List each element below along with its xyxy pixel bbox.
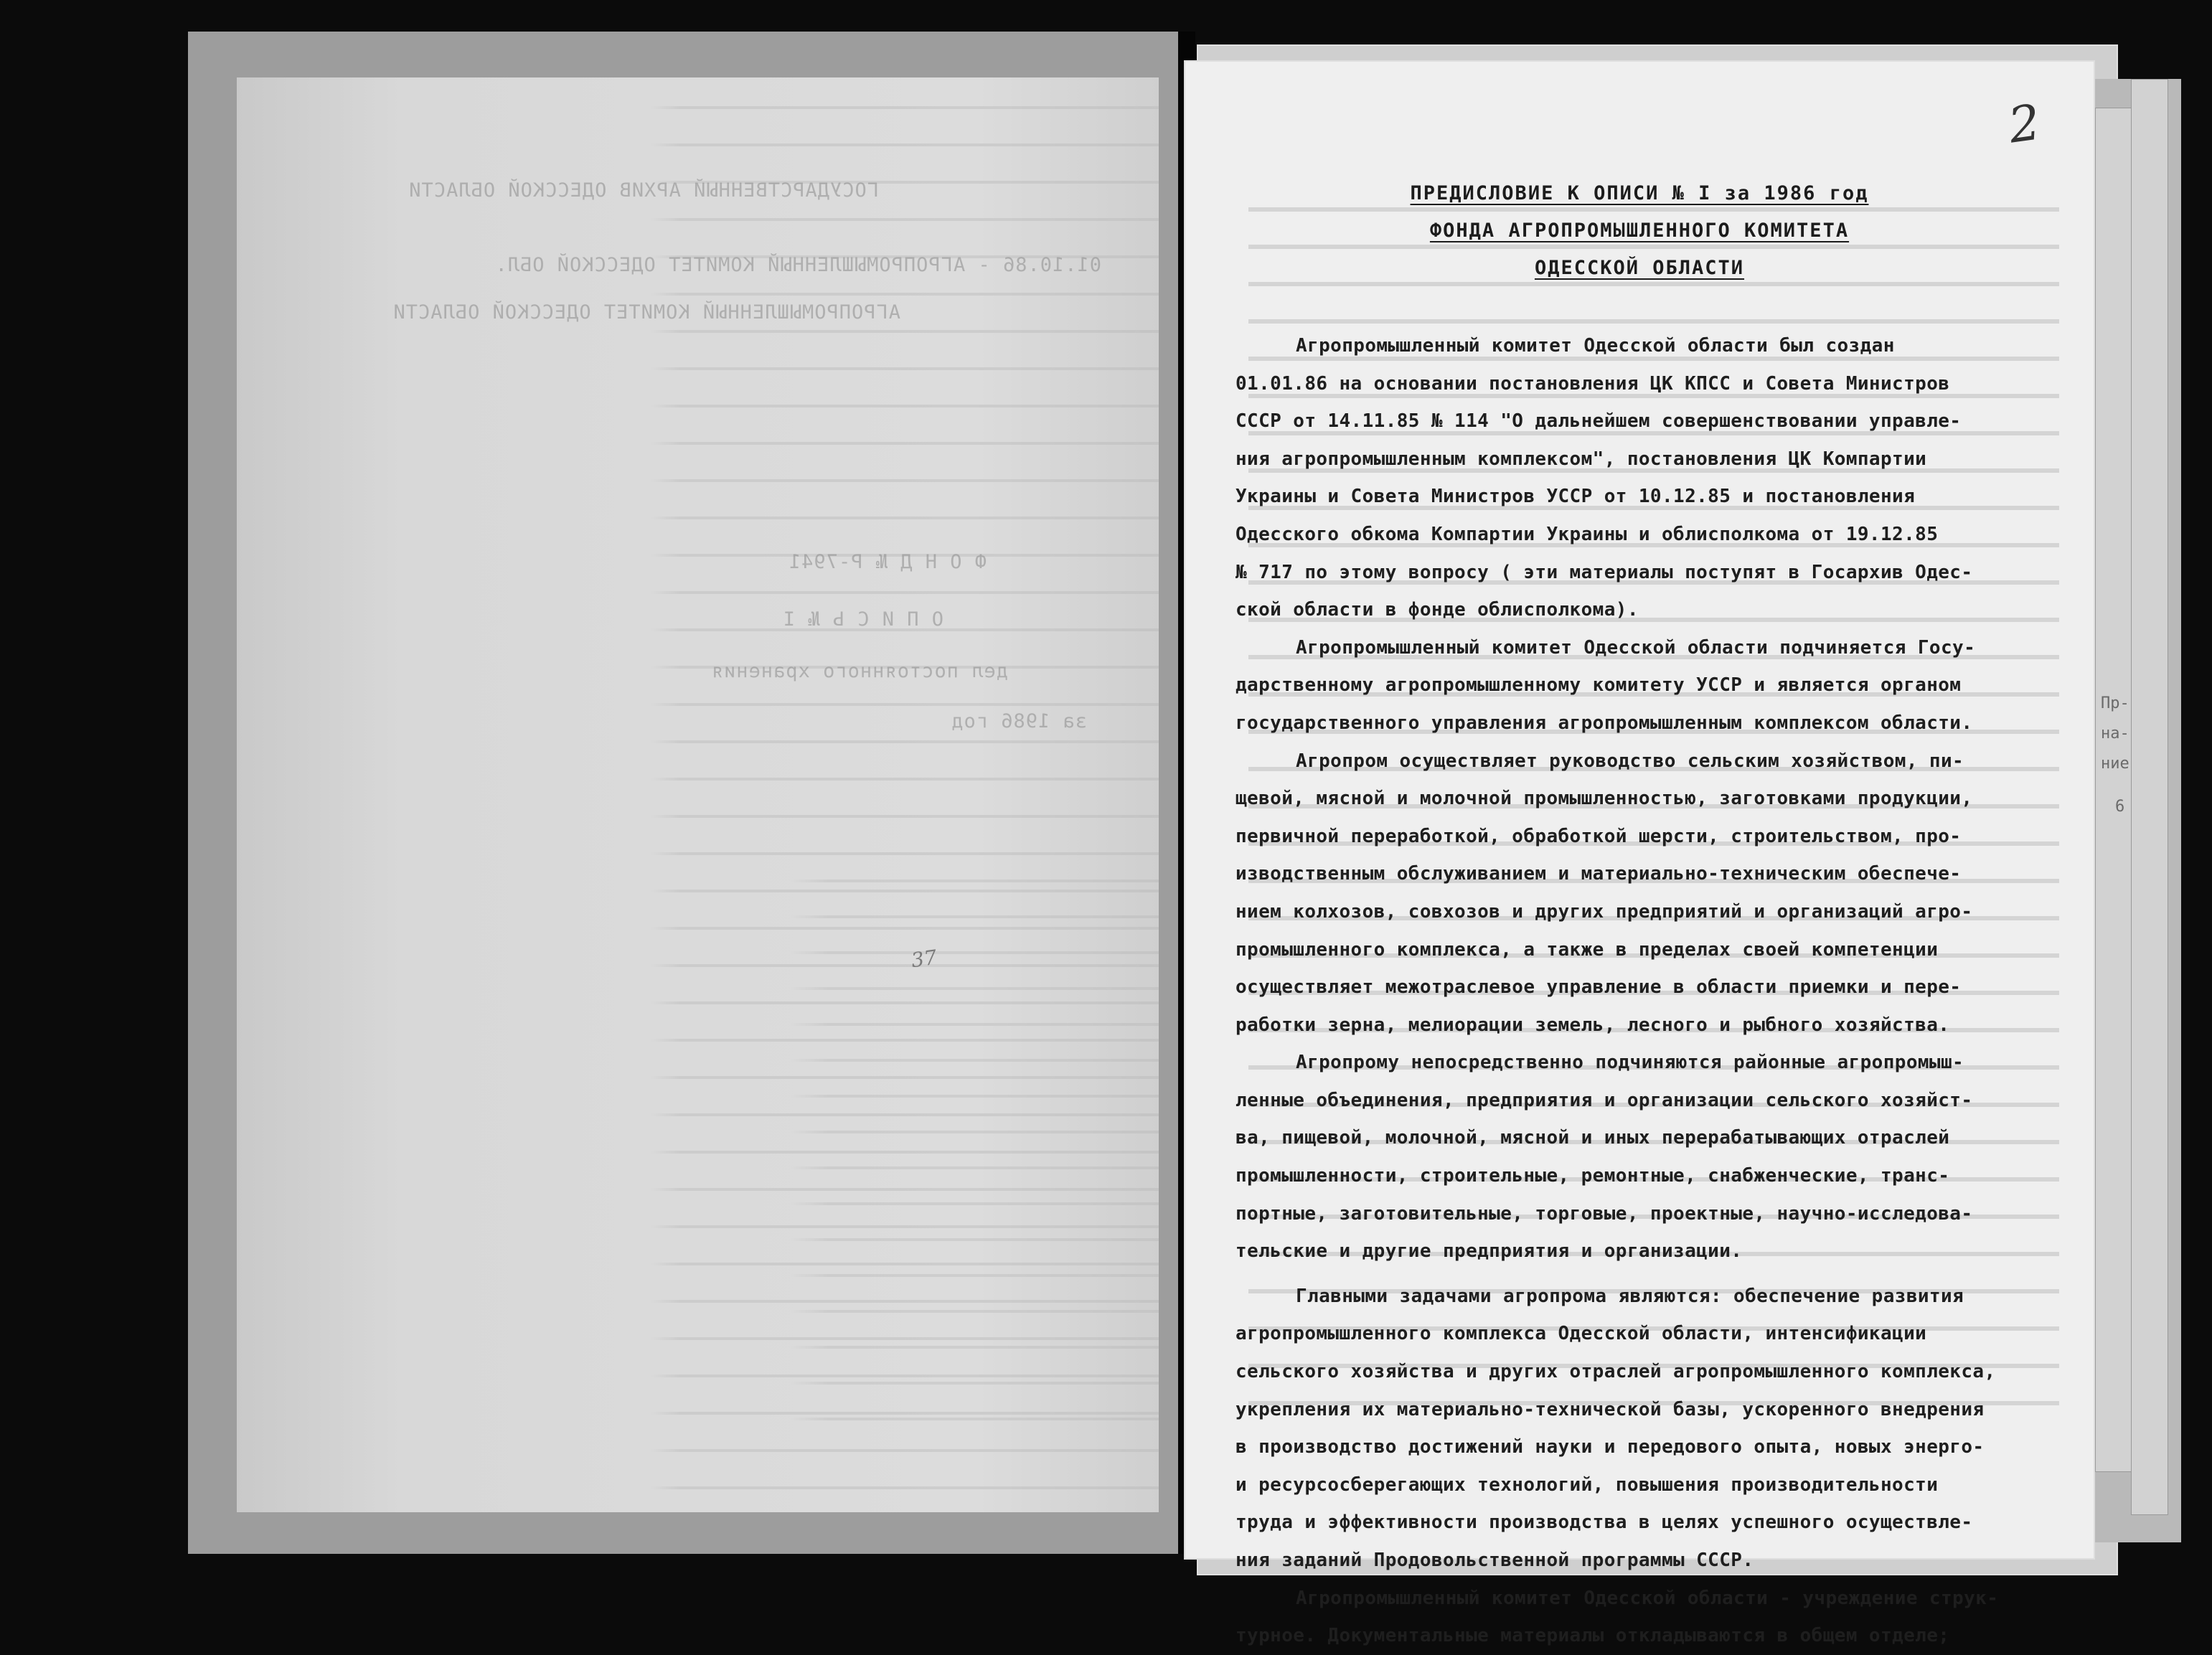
- edge-label: 6: [2115, 798, 2125, 816]
- page-stack-tabs: [2081, 79, 2181, 1542]
- text-line: дарственному агропромышленному комитету УССР и является органом: [1236, 674, 1962, 697]
- text-line: тельские и другие предприятия и организации.: [1236, 1240, 1743, 1263]
- bleed-line: ГОСУДАРСТВЕННЫЙ АРХИВ ОДЕССКОЙ ОБЛАСТИ: [408, 179, 879, 202]
- left-page: [237, 77, 1159, 1512]
- tab-strip: [2131, 79, 2168, 1515]
- heading-text: ФОНДА АГРОПРОМЫШЛЕННОГО КОМИТЕТА: [1429, 220, 1850, 242]
- text-line: Агропромышленный комитет Одесской области - учреждение струк-: [1296, 1587, 1999, 1609]
- text-line: агропромышленного комплекса Одесской области, интенсификации: [1236, 1323, 1927, 1345]
- right-page: [1184, 60, 2095, 1647]
- text-line: нием колхозов, совхозов и других предприятий и организаций агро-: [1236, 900, 1973, 923]
- text-line: государственного управления агропромышленным комплексом области.: [1236, 712, 1973, 734]
- text-line: Агропромышленный комитет Одесской области был создан: [1296, 335, 1895, 357]
- text-line: Агропром осуществляет руководство сельским хозяйством, пи-: [1296, 750, 1964, 772]
- text-line: портные, заготовительные, торговые, проектные, научно-исследова-: [1236, 1202, 1973, 1225]
- bleed-line: О П И С Ь № I: [782, 608, 943, 631]
- text-line: № 717 по этому вопросу ( эти материалы поступят в Госархив Одес-: [1236, 561, 1973, 583]
- text-line: Главными задачами агропрома являются: обеспечение развития: [1296, 1285, 1964, 1307]
- text-line: сельского хозяйства и других отраслей агропромышленного комплекса,: [1236, 1361, 1996, 1383]
- edge-label: Пр-: [2101, 694, 2129, 712]
- text-line: промышленного комплекса, а также в пределах своей компетенции: [1236, 938, 1939, 961]
- page-number: 2: [2005, 94, 2044, 155]
- text-line: осуществляет межотраслевое управление в области приемки и пере-: [1236, 976, 1962, 999]
- text-line: 01.01.86 на основании постановления ЦК КПСС и Совета Министров: [1236, 372, 1950, 395]
- text-line: ния агропромышленным комплексом", постановления ЦК Компартии: [1236, 448, 1927, 470]
- text-line: СССР от 14.11.85 № 114 "О дальнейшем совершенствовании управле-: [1236, 410, 1962, 433]
- text-line: промышленности, строительные, ремонтные, снабженческие, транс-: [1236, 1165, 1950, 1187]
- bleed-line: за 1986 год: [951, 710, 1087, 732]
- text-line: Агропромышленный комитет Одесской области подчиняется Госу-: [1296, 636, 1976, 659]
- heading-line-2: [1184, 220, 2095, 242]
- bleed-line: Ф О Н Д № Р-7941: [788, 551, 987, 573]
- text-line: ской области в фонде облисполкома).: [1236, 599, 1639, 621]
- text-line: Одесского обкома Компартии Украины и облисполкома от 19.12.85: [1236, 523, 1939, 545]
- bleed-through-text: [237, 77, 1159, 1512]
- heading-line-3: [1184, 257, 2095, 279]
- text-line: ния заданий Продовольственной программы СССР.: [1236, 1550, 1754, 1571]
- bleed-line: 01.10.86 - АГРОПРОМЫШЛЕННЫЙ КОМИТЕТ ОДЕССКОЙ ОБЛ.: [494, 254, 1101, 276]
- text-line: ленные объединения, предприятия и организации сельского хозяйст-: [1236, 1089, 1973, 1111]
- edge-label: на-: [2101, 725, 2129, 742]
- text-line: изводственным обслуживанием и материально-техническим обеспече-: [1236, 863, 1962, 885]
- bleed-line: дел постоянного хранения: [710, 660, 1008, 682]
- heading-text: ПРЕДИСЛОВИЕ К ОПИСИ № I за 1986 год: [1410, 182, 1869, 204]
- text-line: работки зерна, мелиорации земель, лесного и рыбного хозяйства.: [1236, 1014, 1950, 1036]
- text-line: в производство достижений науки и передового опыта, новых энерго-: [1236, 1436, 1985, 1458]
- heading-text: ОДЕССКОЙ ОБЛАСТИ: [1534, 257, 1745, 279]
- text-line: Украины и Совета Министров УССР от 10.12.85 и постановления: [1236, 486, 1916, 508]
- text-line: и ресурсосберегающих технологий, повышения производительности: [1236, 1474, 1939, 1496]
- text-line: турное. Документальные материалы откладываются в общем отделе;: [1236, 1625, 1950, 1647]
- text-line: Агропрому непосредственно подчиняются районные агропромыш-: [1296, 1052, 1964, 1074]
- document-body: [1236, 327, 2046, 1655]
- text-line: ва, пищевой, молочной, мясной и иных перерабатывающих отраслей: [1236, 1127, 1950, 1149]
- bleed-line: АГРОПРОМЫШЛЕННЫЙ КОМИТЕТ ОДЕССКОЙ ОБЛАСТИ: [392, 301, 900, 324]
- pencil-mark: 37: [909, 945, 938, 973]
- heading-line-1: [1184, 182, 2095, 204]
- text-line: первичной переработкой, обработкой шерсти, строительством, про-: [1236, 825, 1962, 847]
- text-line: щевой, мясной и молочной промышленностью, заготовками продукции,: [1236, 788, 1973, 810]
- edge-label: ние: [2101, 755, 2129, 773]
- text-line: труда и эффективности производства в целях успешного осуществле-: [1236, 1512, 1973, 1534]
- text-line: укрепления их материально-технической базы, ускоренного внедрения: [1236, 1398, 1985, 1420]
